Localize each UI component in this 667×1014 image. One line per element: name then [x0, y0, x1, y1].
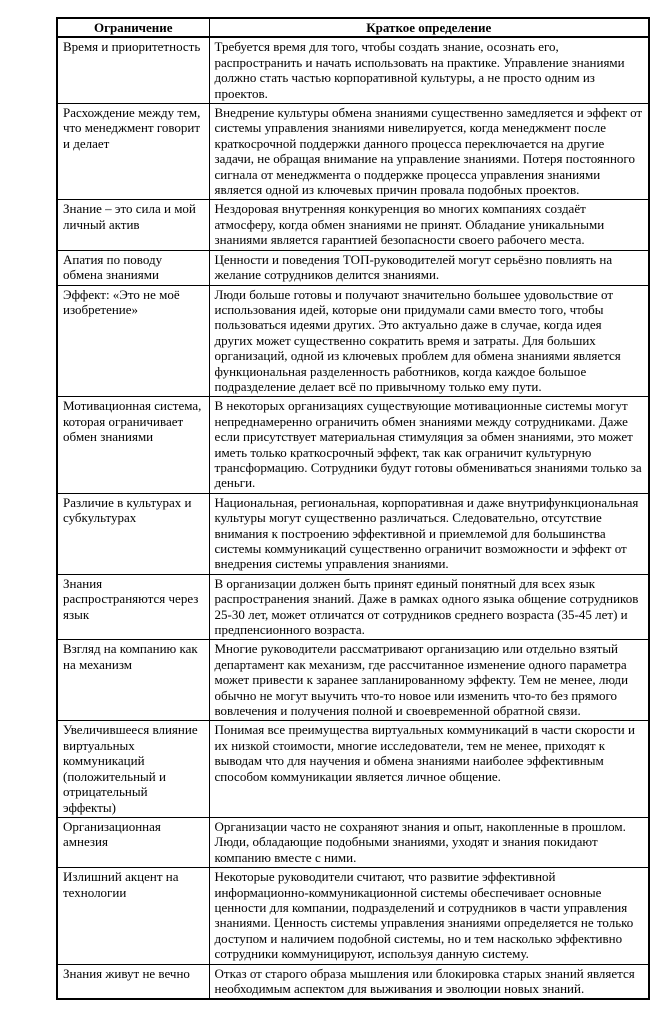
limitation-cell: Мотивационная система, которая ограничивает обмен знаниями [57, 397, 209, 493]
definition-cell: В некоторых организациях существующие мотивационные системы могут непреднамеренно ограничить обмен знаниями между сотрудниками. Даже если присутствует материальная стимуляция за обмен знаниями, это может иметь только краткосрочный эффект, так как ограничит культурную трансформацию. Сотрудники будут готовы обмениваться знаниями только за деньги. [209, 397, 649, 493]
table-row [57, 104, 649, 200]
limitations-table [56, 17, 650, 1000]
definition-cell: Национальная, региональная, корпоративная и даже внутрифункциональная культуры могут существенно различаться. Следовательно, отсутствие внимания к построению эффективной и приемлемой для большинства системы коммуникаций существенно ограничит возможности и эффект от внедрения системы управления знаниями. [209, 493, 649, 574]
column-header-definition: Краткое определение [209, 18, 649, 37]
table-body [57, 37, 649, 999]
table-row [57, 37, 649, 103]
definition-cell: Внедрение культуры обмена знаниями существенно замедляется и эффект от системы управления знаниями нивелируется, когда менеджмент после краткосрочной поддержки данного процесса переключается на другие задачи, не обращая внимание на управление знаниями. Потеря постоянного сигнала от менеджмента о поддержке процесса управления знаниями является одной из ключевых причин провала подобных проектов. [209, 104, 649, 200]
definition-cell: В организации должен быть принят единый понятный для всех язык распространения знаний. Даже в рамках одного языка общение сотрудников 25-30 лет, может отличатся от сотрудников среднего возраста (35-45 лет) и предпенсионного возраста. [209, 574, 649, 640]
table-header [57, 18, 649, 37]
table-row [57, 574, 649, 640]
table-row [57, 200, 649, 250]
definition-cell: Требуется время для того, чтобы создать знание, осознать его, распространить и начать использовать на практике. Управление знаниями должно стать частью корпоративной культуры, а не просто одним из проектов. [209, 37, 649, 103]
definition-cell: Ценности и поведения ТОП-руководителей могут серьёзно повлиять на желание сотрудников делится знаниями. [209, 250, 649, 285]
table-row [57, 250, 649, 285]
table-row [57, 493, 649, 574]
limitation-cell: Время и приоритетность [57, 37, 209, 103]
definition-cell: Нездоровая внутренняя конкуренция во многих компаниях создаёт атмосферу, когда обмен знаниями не принят. Обладание уникальными знаниями является гарантией безопасности своего рабочего места. [209, 200, 649, 250]
table-row [57, 964, 649, 999]
table-row [57, 285, 649, 397]
table-row [57, 868, 649, 964]
definition-cell: Понимая все преимущества виртуальных коммуникаций в части скорости и их низкой стоимости, многие исследователи, тем не менее, приходят к выводам что для научения и обмена знаниями наиболее эффективным способом коммуникации является личное общение. [209, 721, 649, 817]
definition-cell: Некоторые руководители считают, что развитие эффективной информационно-коммуникационной системы обеспечивает основные ценности для компании, подразделений и сотрудников в части управления знаниями. Ценность системы управления знаниями определяется не только доступом и наличием подобной системы, но и тем насколько эффективно сотрудники коммуницируют, используя данную систему. [209, 868, 649, 964]
header-row [57, 18, 649, 37]
limitation-cell: Апатия по поводу обмена знаниями [57, 250, 209, 285]
table-row [57, 721, 649, 817]
limitation-cell: Излишний акцент на технологии [57, 868, 209, 964]
limitation-cell: Знание – это сила и мой личный актив [57, 200, 209, 250]
column-header-limitation: Ограничение [57, 18, 209, 37]
limitation-cell: Различие в культурах и субкультурах [57, 493, 209, 574]
limitation-cell: Организационная амнезия [57, 817, 209, 867]
table-row [57, 817, 649, 867]
table-row [57, 640, 649, 721]
limitation-cell: Расхождение между тем, что менеджмент говорит и делает [57, 104, 209, 200]
definition-cell: Отказ от старого образа мышления или блокировка старых знаний является необходимым аспектом для выживания и эволюции новых знаний. [209, 964, 649, 999]
limitation-cell: Увеличившееся влияние виртуальных коммуникаций (положительный и отрицательный эффекты) [57, 721, 209, 817]
definition-cell: Организации часто не сохраняют знания и опыт, накопленные в прошлом. Люди, обладающие подобными знаниями, уходят и знания покидают компанию вместе с ними. [209, 817, 649, 867]
definition-cell: Люди больше готовы и получают значительно большее удовольствие от использования идей, которые они придумали сами вместо того, чтобы пользоваться идеями других. Это актуально даже в случае, когда идея других может существенно сократить время и затраты. Для больших организаций, одной из ключевых проблем для обмена знаниями является функциональная разделенность работников, когда каждое большое подразделение делает всё по привычному только ему пути. [209, 285, 649, 397]
definition-cell: Многие руководители рассматривают организацию или отдельно взятый департамент как механизм, где рассчитанное изменение одного параметра может привести к заранее запланированному эффекту. Тем не менее, люди обычно не могут выучить что-то новое или изменить что-то без прямого вовлечения и получения полной и своевременной обратной связи. [209, 640, 649, 721]
table-row [57, 397, 649, 493]
limitation-cell: Эффект: «Это не моё изобретение» [57, 285, 209, 397]
limitation-cell: Взгляд на компанию как на механизм [57, 640, 209, 721]
limitation-cell: Знания распространяются через язык [57, 574, 209, 640]
limitation-cell: Знания живут не вечно [57, 964, 209, 999]
